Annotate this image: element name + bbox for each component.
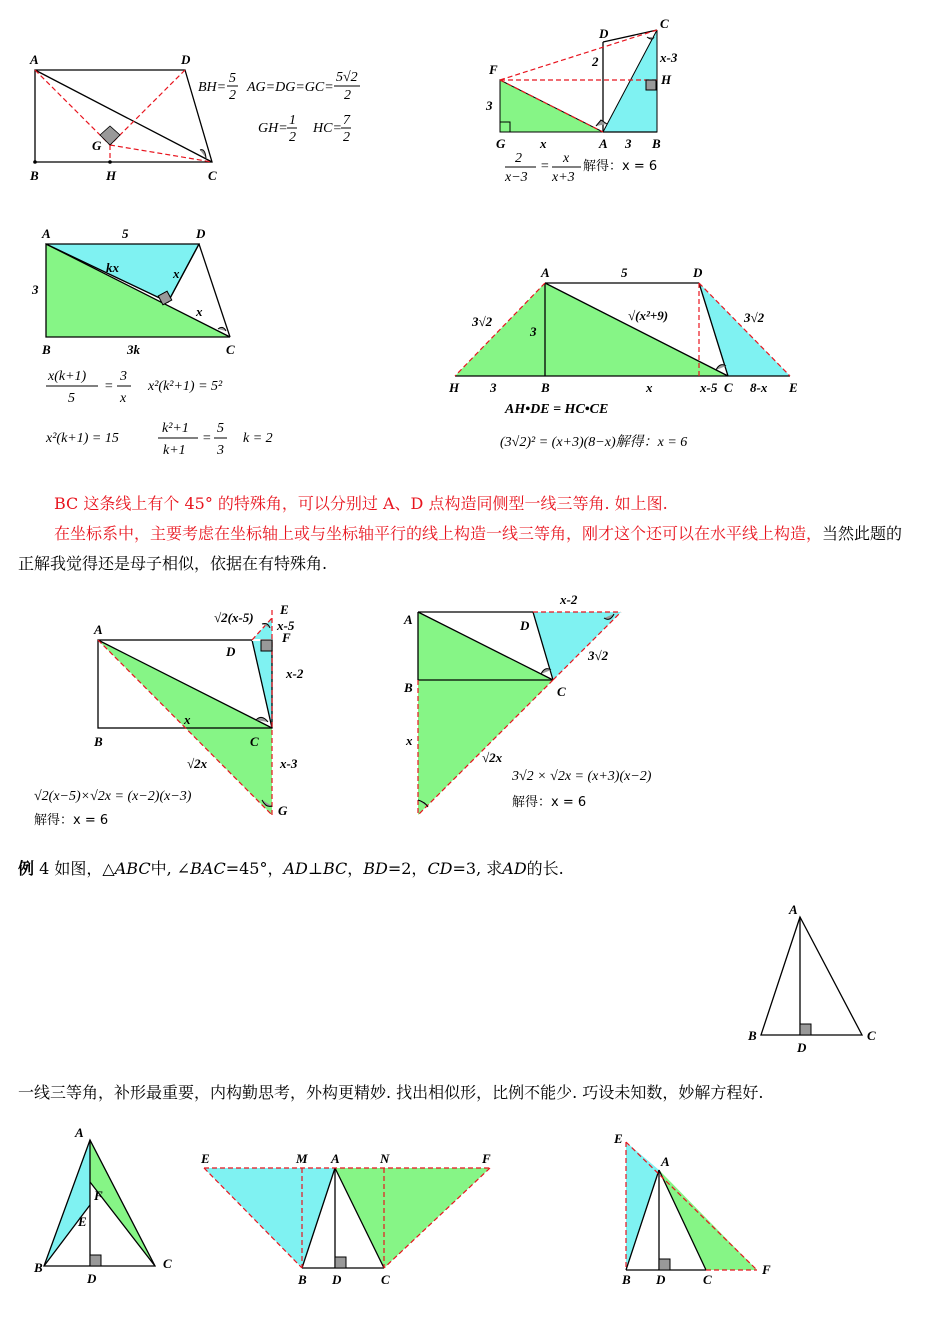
label-F: F: [282, 630, 291, 645]
example-bc: BC: [322, 859, 348, 878]
seg-3: 3: [490, 380, 497, 395]
label-B: B: [541, 380, 550, 395]
seg-xm3: x-3: [280, 756, 298, 771]
label-D: D: [87, 1271, 97, 1286]
seg-r2x: √2x: [187, 756, 208, 771]
figure-3: [31, 226, 273, 458]
eq2-rden: x+3: [552, 170, 575, 185]
eq-hc-den: 2: [343, 130, 350, 145]
seg-3: 3: [32, 282, 39, 297]
seg-kx: kx: [106, 260, 119, 275]
label-C: C: [867, 1028, 876, 1043]
eq2-solve: 解得：x = 6: [583, 159, 658, 174]
label-G: G: [496, 136, 506, 151]
eq3-2-rnum: 5: [217, 421, 224, 436]
note-line-2: [18, 519, 918, 579]
example-abc: ABC: [114, 859, 151, 878]
rhyme-line: 一线三等角，补形最重要，内构勤思考，外构更精妙. 找出相似形，比例不能少. 巧设未知数，妙解方程好.: [18, 1083, 764, 1102]
eq4-2: (3√2)² = (x+3)(8−x)解得：x = 6: [500, 435, 688, 450]
seg-right: 3√2: [744, 310, 765, 325]
eq2-rnum: x: [563, 151, 570, 166]
label-B: B: [748, 1028, 757, 1043]
eq3-2-tail: k = 2: [243, 431, 273, 446]
label-E: E: [201, 1151, 210, 1166]
seg-5: 5: [122, 226, 129, 241]
eq3-2-mid: =: [202, 431, 212, 446]
label-A: A: [404, 612, 413, 627]
figure-6: [403, 592, 652, 815]
label-A: A: [661, 1154, 670, 1169]
eq3-1-mid: =: [104, 379, 114, 394]
note-paragraph: [18, 489, 918, 579]
seg-xm3: x-3: [660, 50, 678, 65]
example-4: [18, 856, 564, 879]
seg-xm5: x-5: [277, 618, 295, 633]
note-line-2-red: 在坐标系中，主要考虑在坐标轴上或与坐标轴平行的线上构造一线三等角，刚才这个还可以在水平线上构造，: [54, 524, 823, 543]
eq5-solve: 解得：x = 6: [34, 813, 109, 828]
label-C: C: [226, 342, 235, 357]
figure-4: [448, 265, 798, 450]
label-D: D: [797, 1040, 807, 1055]
figure-7: [747, 902, 876, 1055]
label-D: D: [226, 644, 236, 659]
label-C: C: [163, 1256, 172, 1271]
label-E: E: [614, 1131, 623, 1146]
example-ad: AD: [283, 859, 308, 878]
label-C: C: [381, 1272, 390, 1287]
figure-10: [613, 1131, 771, 1287]
seg-x: x: [184, 712, 191, 727]
figure-9: [200, 1151, 491, 1287]
eq-bh-den: 2: [229, 88, 236, 103]
seg-x2: x: [196, 304, 203, 319]
eq3-2-a: x²(k+1) = 15: [46, 431, 119, 446]
seg-hyp: √(x²+9): [628, 308, 669, 323]
seg-xm5: x-5: [700, 380, 718, 395]
example-ad2: AD: [502, 859, 527, 878]
eq2-mid: =: [540, 159, 550, 174]
eq-gh-num: 1: [289, 113, 296, 128]
label-D: D: [181, 52, 191, 67]
label-D: D: [656, 1272, 666, 1287]
label-F: F: [489, 62, 498, 77]
label-B: B: [42, 342, 51, 357]
seg-x: x: [406, 733, 413, 748]
seg-3v: 3: [530, 324, 537, 339]
label-F: F: [482, 1151, 491, 1166]
seg-xm2: x-2: [286, 666, 304, 681]
eq-bh-num: 5: [229, 71, 236, 86]
label-A: A: [30, 52, 39, 67]
figure-5: [34, 602, 304, 828]
eq-gh-den: 2: [289, 130, 296, 145]
label-A: A: [42, 226, 51, 241]
seg-top: √2(x-5): [214, 610, 254, 625]
seg-2: 2: [592, 54, 599, 69]
seg-3k: 3k: [127, 342, 140, 357]
example-text-e: =2，: [387, 859, 428, 878]
label-D: D: [599, 26, 609, 41]
seg-x1: x: [173, 266, 180, 281]
eq3-1-rden: x: [120, 391, 127, 406]
eq2-lden: x−3: [505, 170, 528, 185]
eq3-2-rden: 3: [217, 443, 224, 458]
label-C: C: [724, 380, 733, 395]
example-bac: BAC: [190, 859, 226, 878]
figure-1: [29, 52, 360, 183]
figure-2: [485, 16, 678, 185]
label-C: C: [660, 16, 669, 31]
figure-8: [33, 1125, 172, 1286]
label-A: A: [75, 1125, 84, 1140]
example-text-a: 如图，△: [54, 859, 115, 878]
label-B: B: [298, 1272, 307, 1287]
example-bd: BD: [363, 859, 388, 878]
label-G: G: [278, 803, 288, 818]
label-A: A: [541, 265, 550, 280]
eq3-1-tail: x²(k²+1) = 5²: [148, 379, 223, 394]
note-line-2-black: 当然此题的正解我觉得还是母子相似，依据在有特殊角.: [18, 524, 903, 573]
label-C: C: [703, 1272, 712, 1287]
label-E: E: [78, 1214, 87, 1229]
label-B: B: [404, 680, 413, 695]
eq-gh: GH=: [258, 121, 288, 136]
label-B: B: [30, 168, 39, 183]
label-D: D: [520, 618, 530, 633]
label-A: A: [94, 622, 103, 637]
label-G: G: [92, 138, 102, 153]
seg-8mx: 8-x: [750, 380, 768, 395]
example-prefix: 例: [18, 859, 35, 878]
label-H: H: [106, 168, 117, 183]
eq6-1: 3√2 × √2x = (x+3)(x−2): [512, 769, 652, 784]
eq3-2-num: k²+1: [162, 421, 189, 436]
eq3-1-lnum: x(k+1): [48, 369, 87, 384]
eq-ag-den: 2: [344, 88, 351, 103]
seg-3-left: 3: [486, 98, 493, 113]
label-E: E: [280, 602, 289, 617]
example-text-d: ，: [347, 859, 364, 878]
label-A: A: [599, 136, 608, 151]
label-H: H: [661, 72, 672, 87]
eq-ag-num: 5√2: [336, 70, 358, 85]
eq3-1-rnum: 3: [120, 369, 127, 384]
seg-x: x: [646, 380, 653, 395]
label-A: A: [331, 1151, 340, 1166]
label-E: E: [789, 380, 798, 395]
eq-hc: HC=: [313, 121, 342, 136]
seg-r2x: √2x: [482, 750, 503, 765]
eq3-1-lden: 5: [68, 391, 75, 406]
label-B: B: [94, 734, 103, 749]
label-D: D: [332, 1272, 342, 1287]
eq5-1: √2(x−5)×√2x = (x−2)(x−3): [34, 789, 192, 804]
label-N: N: [380, 1151, 390, 1166]
label-B: B: [652, 136, 661, 151]
label-A: A: [789, 902, 798, 917]
label-B: B: [34, 1260, 43, 1275]
example-cd: CD: [427, 859, 453, 878]
seg-x: x: [540, 136, 547, 151]
seg-left: 3√2: [472, 314, 493, 329]
label-D: D: [196, 226, 206, 241]
label-F: F: [762, 1262, 771, 1277]
example-text-g: 的长.: [526, 859, 564, 878]
label-F: F: [94, 1188, 103, 1203]
example-text-c: =45°，: [225, 859, 284, 878]
example-text-b: 中, ∠: [150, 859, 191, 878]
eq3-2-den: k+1: [163, 443, 186, 458]
seg-3: 3: [625, 136, 632, 151]
seg-5: 5: [621, 265, 628, 280]
eq6-solve: 解得：x = 6: [512, 795, 587, 810]
label-D: D: [693, 265, 703, 280]
eq-ag: AG=DG=GC=: [247, 80, 334, 95]
label-B: B: [622, 1272, 631, 1287]
eq-hc-num: 7: [343, 113, 350, 128]
label-M: M: [296, 1151, 308, 1166]
example-number: 4: [39, 859, 50, 878]
eq-bh: BH=: [198, 80, 227, 95]
eq2-lnum: 2: [515, 151, 522, 166]
label-C: C: [250, 734, 259, 749]
seg-xm2: x-2: [560, 592, 578, 607]
eq4-1: AH•DE = HC•CE: [505, 402, 609, 417]
example-perp: ⊥: [307, 859, 323, 878]
example-text-f: =3, 求: [452, 859, 503, 878]
note-line-1: BC 这条线上有个 45° 的特殊角，可以分别过 A、D 点构造同侧型一线三等角. 如上图.: [54, 494, 668, 513]
label-C: C: [208, 168, 217, 183]
seg-r32: 3√2: [588, 648, 609, 663]
label-C: C: [557, 684, 566, 699]
label-H: H: [449, 380, 460, 395]
